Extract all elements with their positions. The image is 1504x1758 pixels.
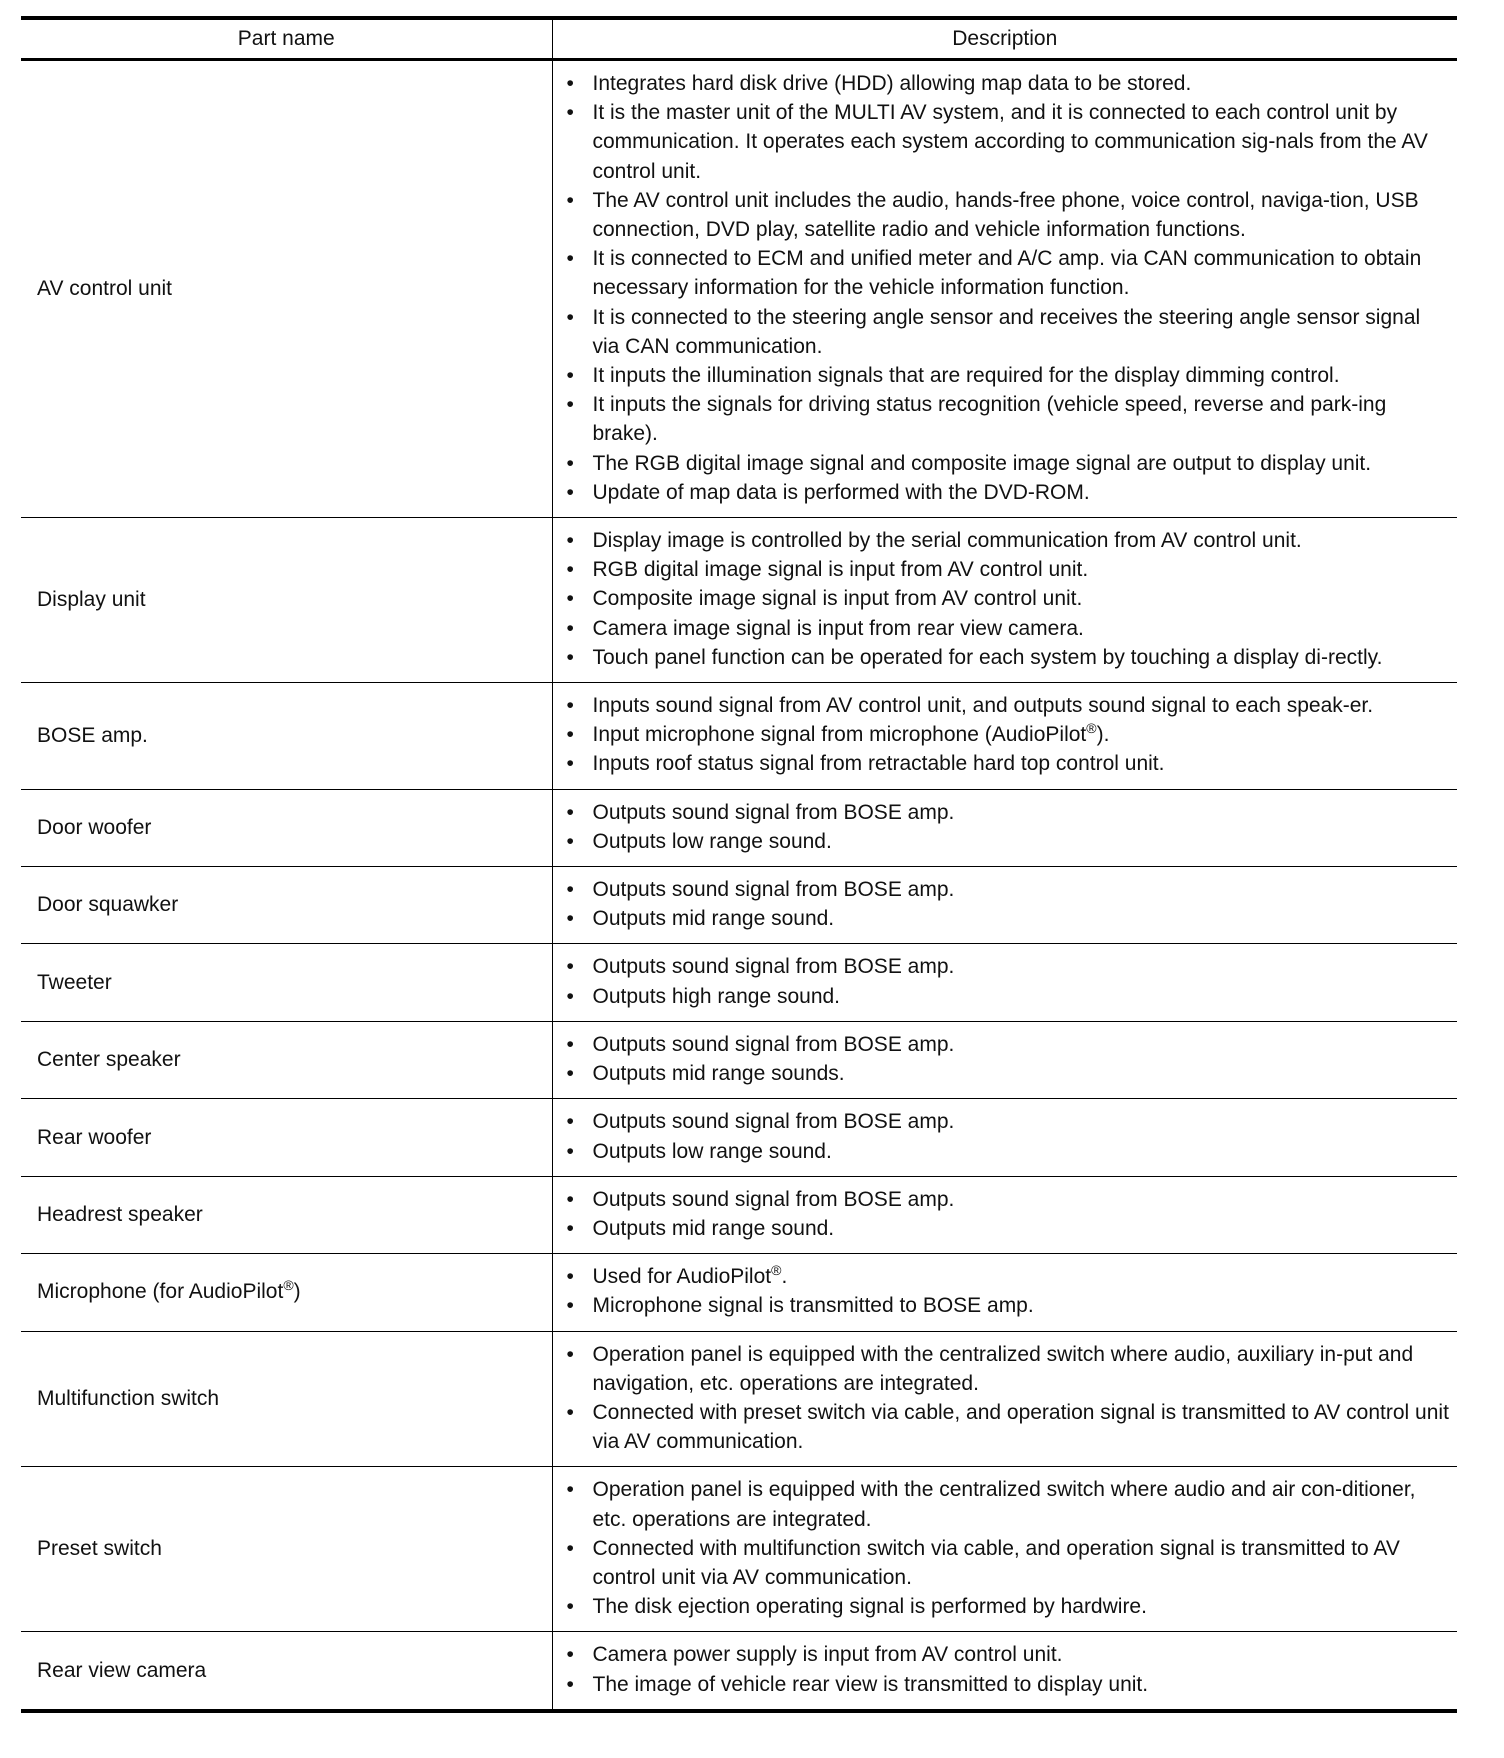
parts-table — [21, 16, 1457, 1713]
registered-mark: ® — [771, 1262, 782, 1279]
description-item: • The AV control unit includes the audio, hands-free phone, voice control, naviga-tion, USB connection, DVD play, satellite radio and vehicle information functions. — [563, 186, 1450, 244]
description-item: • Operation panel is equipped with the centralized switch where audio, auxiliary in-put and navigation, etc. operations are integrated. — [563, 1340, 1450, 1398]
description-list — [563, 1107, 1450, 1165]
text-segment: Used for AudioPilot — [592, 1265, 772, 1289]
part-name-cell: Multifunction switch — [37, 1386, 220, 1410]
description-cell — [552, 1254, 1457, 1331]
description-cell — [552, 1099, 1457, 1176]
description-cell — [552, 1021, 1457, 1098]
description-item: • Touch panel function can be operated for each system by touching a display di-rectly. — [563, 643, 1450, 672]
document-page — [21, 16, 1457, 1713]
registered-mark: ® — [1086, 720, 1097, 737]
description-item: • It inputs the signals for driving status recognition (vehicle speed, reverse and park-ing brake). — [563, 390, 1450, 448]
table-row — [21, 1099, 1457, 1176]
description-list — [563, 1185, 1450, 1243]
description-item: • Outputs sound signal from BOSE amp. — [563, 1107, 1450, 1136]
part-name-cell: Preset switch — [37, 1537, 162, 1561]
description-item — [563, 1262, 1450, 1291]
table-body — [21, 60, 1457, 1711]
table-header — [21, 18, 1457, 60]
part-name-cell: BOSE amp. — [37, 723, 148, 747]
part-name-cell: Display unit — [37, 588, 146, 612]
description-cell — [552, 1331, 1457, 1467]
table-row — [21, 1021, 1457, 1098]
description-item: • The image of vehicle rear view is transmitted to display unit. — [563, 1670, 1450, 1699]
description-item: • It is the master unit of the MULTI AV system, and it is connected to each control unit by communication. It operates each system according to communication sig-nals from the AV control unit. — [563, 98, 1450, 186]
part-name-cell: AV control unit — [37, 277, 173, 301]
description-list — [563, 1340, 1450, 1457]
description-item: • The RGB digital image signal and composite image signal are output to display unit. — [563, 449, 1450, 478]
text-segment: Microphone (for AudioPilot — [37, 1280, 284, 1304]
table-row — [21, 944, 1457, 1021]
description-cell — [552, 1632, 1457, 1711]
description-item: • Inputs roof status signal from retractable hard top control unit. — [563, 749, 1450, 778]
table-row — [21, 518, 1457, 683]
description-item: • Camera image signal is input from rear view camera. — [563, 614, 1450, 643]
description-cell — [552, 683, 1457, 790]
description-item: • Outputs sound signal from BOSE amp. — [563, 875, 1450, 904]
text-segment: . — [781, 1265, 788, 1289]
table-row — [21, 1331, 1457, 1467]
description-cell — [552, 867, 1457, 944]
description-item: • Microphone signal is transmitted to BOSE amp. — [563, 1291, 1450, 1320]
description-cell — [552, 518, 1457, 683]
description-item: • Outputs sound signal from BOSE amp. — [563, 1185, 1450, 1214]
description-item: • It is connected to the steering angle sensor and receives the steering angle sensor signal via CAN communication. — [563, 303, 1450, 361]
description-item: • Outputs sound signal from BOSE amp. — [563, 798, 1450, 827]
description-item: • Outputs high range sound. — [563, 982, 1450, 1011]
description-item — [563, 720, 1450, 749]
description-cell — [552, 60, 1457, 518]
table-row — [21, 867, 1457, 944]
registered-mark: ® — [283, 1277, 294, 1294]
part-name-cell: Tweeter — [37, 970, 112, 994]
description-item: • Display image is controlled by the serial communication from AV control unit. — [563, 526, 1450, 555]
table-row — [21, 1632, 1457, 1711]
description-list — [563, 526, 1450, 672]
description-list — [563, 952, 1450, 1010]
description-item: • Composite image signal is input from AV control unit. — [563, 584, 1450, 613]
description-item: • Outputs mid range sounds. — [563, 1059, 1450, 1088]
description-item: • Camera power supply is input from AV control unit. — [563, 1640, 1450, 1669]
description-list — [563, 69, 1450, 507]
description-item: • Outputs sound signal from BOSE amp. — [563, 1030, 1450, 1059]
description-item: • Connected with multifunction switch via cable, and operation signal is transmitted to AV control unit via AV communication. — [563, 1534, 1450, 1592]
header-description: Description — [552, 18, 1457, 60]
part-name-cell: Headrest speaker — [37, 1202, 203, 1226]
description-item: • Inputs sound signal from AV control unit, and outputs sound signal to each speak-er. — [563, 691, 1450, 720]
description-item: • Integrates hard disk drive (HDD) allowing map data to be stored. — [563, 69, 1450, 98]
description-list — [563, 1030, 1450, 1088]
description-cell — [552, 1467, 1457, 1632]
table-row — [21, 1176, 1457, 1253]
description-list — [563, 1475, 1450, 1621]
description-item: • It is connected to ECM and unified meter and A/C amp. via CAN communication to obtain necessary information for the vehicle information function. — [563, 244, 1450, 302]
header-row — [21, 18, 1457, 60]
description-item: • Update of map data is performed with the DVD-ROM. — [563, 478, 1450, 507]
description-list — [563, 798, 1450, 856]
description-item: • Operation panel is equipped with the centralized switch where audio and air con-ditioner, etc. operations are integrated. — [563, 1475, 1450, 1533]
description-item: • Outputs sound signal from BOSE amp. — [563, 952, 1450, 981]
part-name-cell — [21, 1254, 552, 1331]
text-segment: ). — [1096, 723, 1110, 747]
table-row — [21, 1467, 1457, 1632]
table-row — [21, 683, 1457, 790]
text-segment: ) — [293, 1280, 301, 1304]
description-cell — [552, 1176, 1457, 1253]
part-name-cell: Rear view camera — [37, 1658, 207, 1682]
header-part-name: Part name — [237, 27, 335, 50]
description-list — [563, 691, 1450, 779]
description-cell — [552, 789, 1457, 866]
description-item: • It inputs the illumination signals that are required for the display dimming control. — [563, 361, 1450, 390]
description-cell — [552, 944, 1457, 1021]
description-list — [563, 1262, 1450, 1320]
part-name-cell: Door woofer — [37, 815, 152, 839]
description-item: • Outputs mid range sound. — [563, 1214, 1450, 1243]
part-name-cell: Center speaker — [37, 1048, 181, 1072]
description-list — [563, 1640, 1450, 1698]
description-item: • RGB digital image signal is input from AV control unit. — [563, 555, 1450, 584]
description-item: • Outputs low range sound. — [563, 1137, 1450, 1166]
description-item: • Connected with preset switch via cable, and operation signal is transmitted to AV control unit via AV communication. — [563, 1398, 1450, 1456]
text-segment: Input microphone signal from microphone (AudioPilot — [592, 723, 1087, 747]
description-item: • Outputs mid range sound. — [563, 904, 1450, 933]
part-name-cell: Rear woofer — [37, 1125, 152, 1149]
table-row — [21, 1254, 1457, 1331]
table-row — [21, 789, 1457, 866]
description-item: • The disk ejection operating signal is performed by hardwire. — [563, 1592, 1450, 1621]
description-item: • Outputs low range sound. — [563, 827, 1450, 856]
part-name-cell: Door squawker — [37, 893, 179, 917]
table-row — [21, 60, 1457, 518]
description-list — [563, 875, 1450, 933]
